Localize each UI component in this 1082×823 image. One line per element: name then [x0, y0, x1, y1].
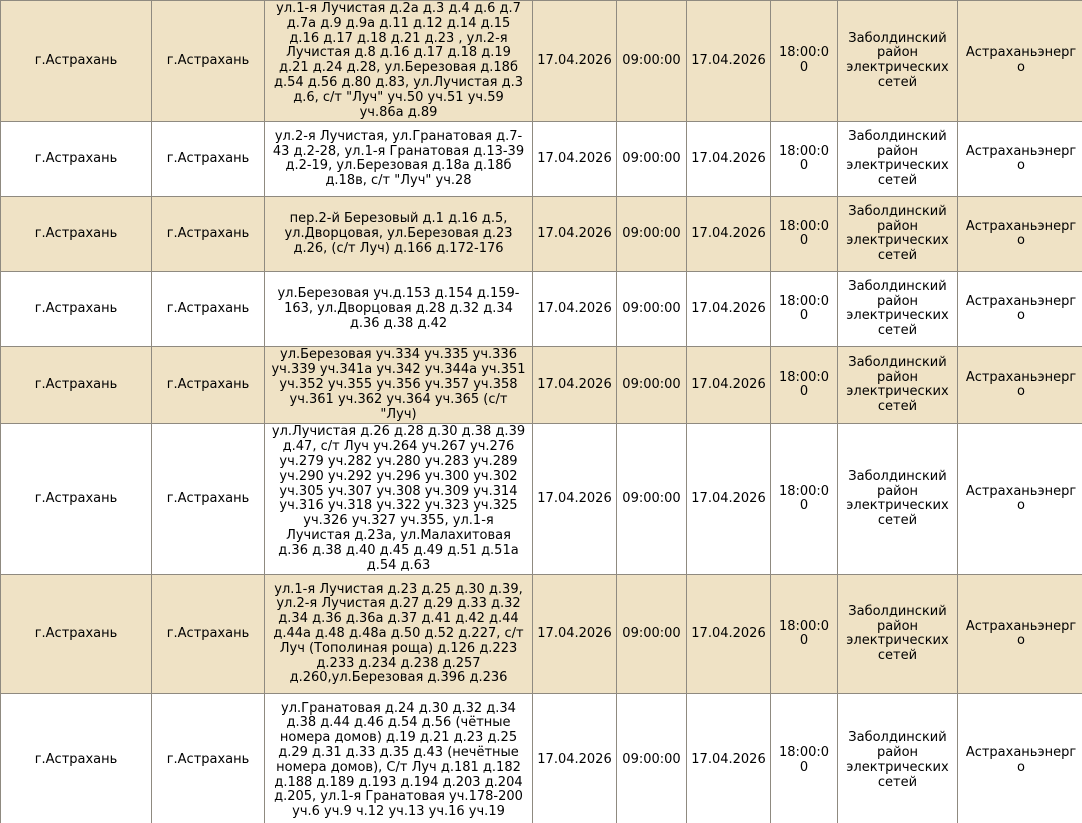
end-date-cell: 17.04.2026: [687, 575, 771, 694]
locality-cell: г.Астрахань: [152, 694, 265, 823]
city-cell: г.Астрахань: [1, 272, 152, 347]
district-cell: Заболдинский район электрических сетей: [838, 122, 958, 197]
table-row: [1, 197, 1082, 272]
address-cell: ул.Лучистая д.26 д.28 д.30 д.38 д.39 д.47, с/т Луч уч.264 уч.267 уч.276 уч.279 уч.282 уч.280 уч.283 уч.289 уч.290 уч.292 уч.296 уч.300 уч.302 уч.305 уч.307 уч.308 уч.309 уч.314 уч.316 уч.318 уч.322 уч.323 уч.325 уч.326 уч.327 уч.355, ул.1-я Лучистая д.23а, ул.Малахитовая д.36 д.38 д.40 д.45 д.49 д.51 д.51а д.54 д.63: [265, 424, 533, 575]
city-cell: г.Астрахань: [1, 575, 152, 694]
start-date-cell: 17.04.2026: [533, 347, 617, 424]
district-cell: Заболдинский район электрических сетей: [838, 694, 958, 823]
city-cell: г.Астрахань: [1, 197, 152, 272]
city-cell: г.Астрахань: [1, 122, 152, 197]
start-date-cell: 17.04.2026: [533, 122, 617, 197]
end-time-cell: 18:00:00: [771, 347, 838, 424]
end-date-cell: 17.04.2026: [687, 272, 771, 347]
start-date-cell: 17.04.2026: [533, 575, 617, 694]
address-cell: ул.1-я Лучистая д.23 д.25 д.30 д.39, ул.2-я Лучистая д.27 д.29 д.33 д.32 д.34 д.36 д.36а д.37 д.41 д.42 д.44 д.44а д.48 д.48а д.50 д.52 д.227, с/т Луч (Тополиная роща) д.126 д.223 д.233 д.234 д.238 д.257 д.260,ул.Березовая д.396 д.236: [265, 575, 533, 694]
company-cell: Астраханьэнерго: [958, 122, 1082, 197]
end-date-cell: 17.04.2026: [687, 122, 771, 197]
end-time-cell: 18:00:00: [771, 197, 838, 272]
company-cell: Астраханьэнерго: [958, 1, 1082, 122]
end-date-cell: 17.04.2026: [687, 197, 771, 272]
end-time-cell: 18:00:00: [771, 1, 838, 122]
start-time-cell: 09:00:00: [617, 694, 687, 823]
locality-cell: г.Астрахань: [152, 347, 265, 424]
company-cell: Астраханьэнерго: [958, 694, 1082, 823]
start-date-cell: 17.04.2026: [533, 272, 617, 347]
locality-cell: г.Астрахань: [152, 197, 265, 272]
district-cell: Заболдинский район электрических сетей: [838, 197, 958, 272]
city-cell: г.Астрахань: [1, 424, 152, 575]
city-cell: г.Астрахань: [1, 694, 152, 823]
start-date-cell: 17.04.2026: [533, 424, 617, 575]
table-row: [1, 575, 1082, 694]
end-time-cell: 18:00:00: [771, 575, 838, 694]
company-cell: Астраханьэнерго: [958, 197, 1082, 272]
start-time-cell: 09:00:00: [617, 347, 687, 424]
table-row: [1, 694, 1082, 823]
city-cell: г.Астрахань: [1, 1, 152, 122]
address-cell: ул.Березовая уч.334 уч.335 уч.336 уч.339 уч.341а уч.342 уч.344а уч.351 уч.352 уч.355 уч.356 уч.357 уч.358 уч.361 уч.362 уч.364 уч.365 (с/т "Луч): [265, 347, 533, 424]
company-cell: Астраханьэнерго: [958, 347, 1082, 424]
table-row: [1, 272, 1082, 347]
end-date-cell: 17.04.2026: [687, 1, 771, 122]
table-row: [1, 347, 1082, 424]
company-cell: Астраханьэнерго: [958, 272, 1082, 347]
address-cell: ул.Гранатовая д.24 д.30 д.32 д.34 д.38 д.44 д.46 д.54 д.56 (чётные номера домов) д.19 д.21 д.23 д.25 д.29 д.31 д.33 д.35 д.43 (нечётные номера домов), С/т Луч д.181 д.182 д.188 д.189 д.193 д.194 д.203 д.204 д.205, ул.1-я Гранатовая уч.178-200 уч.6 уч.9 ч.12 уч.13 уч.16 уч.19: [265, 694, 533, 823]
start-time-cell: 09:00:00: [617, 122, 687, 197]
start-time-cell: 09:00:00: [617, 575, 687, 694]
city-cell: г.Астрахань: [1, 347, 152, 424]
end-date-cell: 17.04.2026: [687, 347, 771, 424]
start-time-cell: 09:00:00: [617, 1, 687, 122]
end-date-cell: 17.04.2026: [687, 694, 771, 823]
district-cell: Заболдинский район электрических сетей: [838, 272, 958, 347]
address-cell: ул.2-я Лучистая, ул.Гранатовая д.7-43 д.2-28, ул.1-я Гранатовая д.13-39 д.2-19, ул.Березовая д.18а д.18б д.18в, с/т "Луч" уч.28: [265, 122, 533, 197]
locality-cell: г.Астрахань: [152, 122, 265, 197]
end-time-cell: 18:00:00: [771, 424, 838, 575]
start-date-cell: 17.04.2026: [533, 197, 617, 272]
address-cell: ул.Березовая уч.д.153 д.154 д.159-163, ул.Дворцовая д.28 д.32 д.34 д.36 д.38 д.42: [265, 272, 533, 347]
table-row: [1, 122, 1082, 197]
table-row: [1, 1, 1082, 122]
start-date-cell: 17.04.2026: [533, 1, 617, 122]
start-date-cell: 17.04.2026: [533, 694, 617, 823]
company-cell: Астраханьэнерго: [958, 424, 1082, 575]
end-date-cell: 17.04.2026: [687, 424, 771, 575]
start-time-cell: 09:00:00: [617, 272, 687, 347]
start-time-cell: 09:00:00: [617, 197, 687, 272]
district-cell: Заболдинский район электрических сетей: [838, 575, 958, 694]
locality-cell: г.Астрахань: [152, 424, 265, 575]
company-cell: Астраханьэнерго: [958, 575, 1082, 694]
end-time-cell: 18:00:00: [771, 272, 838, 347]
locality-cell: г.Астрахань: [152, 575, 265, 694]
locality-cell: г.Астрахань: [152, 1, 265, 122]
end-time-cell: 18:00:00: [771, 122, 838, 197]
end-time-cell: 18:00:00: [771, 694, 838, 823]
district-cell: Заболдинский район электрических сетей: [838, 1, 958, 122]
district-cell: Заболдинский район электрических сетей: [838, 347, 958, 424]
address-cell: пер.2-й Березовый д.1 д.16 д.5, ул.Дворцовая, ул.Березовая д.23 д.26, (с/т Луч) д.166 д.172-176: [265, 197, 533, 272]
address-cell: ул.1-я Лучистая д.2а д.3 д.4 д.6 д.7 д.7а д.9 д.9а д.11 д.12 д.14 д.15 д.16 д.17 д.18 д.21 д.23 , ул.2-я Лучистая д.8 д.16 д.17 д.18 д.19 д.21 д.24 д.28, ул.Березовая д.18б д.54 д.56 д.80 д.83, ул.Лучистая д.3 д.6, с/т "Луч" уч.50 уч.51 уч.59 уч.86а д.89: [265, 1, 533, 122]
start-time-cell: 09:00:00: [617, 424, 687, 575]
table-row: [1, 424, 1082, 575]
locality-cell: г.Астрахань: [152, 272, 265, 347]
district-cell: Заболдинский район электрических сетей: [838, 424, 958, 575]
